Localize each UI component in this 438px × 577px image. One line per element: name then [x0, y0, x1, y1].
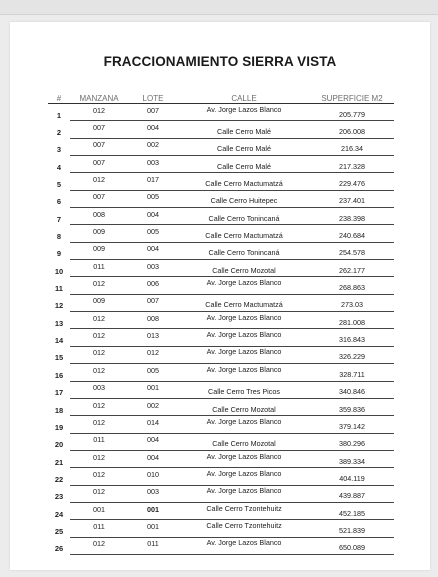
calle-cell: Calle Cerro Tres Picos: [208, 387, 280, 397]
document-page: [10, 22, 430, 570]
row-number: 24: [54, 509, 64, 519]
manzana-cell: 012: [93, 539, 105, 549]
header-lote: LOTE: [128, 92, 178, 104]
calle-cell: Calle Cerro Mozotal: [212, 265, 276, 275]
lote-cell: 004: [147, 435, 159, 445]
row-number: 19: [54, 422, 64, 432]
lote-cell: 007: [147, 105, 159, 115]
calle-cell: Av. Jorge Lazos Blanco: [206, 486, 282, 496]
superficie-cell: 328.711: [339, 369, 365, 379]
superficie-cell: 217.328: [339, 161, 365, 171]
calle-cell: Calle Cerro Tzontehuitz: [206, 520, 282, 530]
calle-cell: Calle Cerro Tonincaná: [208, 248, 280, 258]
superficie-cell: 379.142: [339, 421, 365, 431]
manzana-cell: 011: [93, 521, 105, 531]
superficie-cell: 268.863: [339, 283, 365, 293]
superficie-cell: 281.008: [339, 317, 365, 327]
lote-cell: 014: [147, 417, 159, 427]
manzana-cell: 012: [93, 487, 105, 497]
superficie-cell: 326.229: [339, 352, 365, 362]
calle-cell: Calle Cerro Mactumatzá: [205, 231, 283, 241]
calle-cell: Av. Jorge Lazos Blanco: [206, 451, 282, 461]
manzana-cell: 007: [93, 123, 105, 133]
row-number: 8: [56, 232, 62, 242]
superficie-cell: 316.843: [339, 335, 365, 345]
lote-cell: 002: [147, 400, 159, 410]
manzana-cell: 009: [93, 244, 105, 254]
calle-cell: Av. Jorge Lazos Blanco: [206, 416, 282, 426]
superficie-cell: 262.177: [339, 265, 365, 275]
superficie-cell: 237.401: [339, 196, 365, 206]
lote-cell: 011: [147, 539, 159, 549]
table-header-row: [48, 92, 394, 104]
row-number: 5: [56, 180, 62, 190]
table-row: [48, 173, 394, 190]
table-row: [48, 502, 394, 519]
lote-cell: 003: [147, 261, 159, 271]
manzana-cell: 011: [93, 261, 105, 271]
manzana-cell: 012: [93, 348, 105, 358]
table-row: [48, 520, 394, 537]
lote-cell: 001: [147, 521, 159, 531]
lote-cell: 004: [147, 209, 159, 219]
superficie-cell: 238.398: [339, 213, 365, 223]
row-number: 21: [54, 457, 64, 467]
manzana-cell: 012: [93, 105, 105, 115]
calle-cell: Calle Cerro Tzontehuitz: [206, 503, 282, 513]
row-number: 15: [54, 353, 64, 363]
table-row: [48, 138, 394, 155]
manzana-cell: 012: [93, 331, 105, 341]
manzana-cell: 011: [93, 435, 105, 445]
calle-cell: Av. Jorge Lazos Blanco: [206, 364, 282, 374]
superficie-cell: 254.578: [339, 248, 365, 258]
manzana-cell: 012: [93, 365, 105, 375]
calle-cell: Calle Cerro Mozotal: [212, 439, 276, 449]
superficie-cell: 216.34: [341, 144, 363, 154]
manzana-cell: 012: [93, 279, 105, 289]
lote-cell: 007: [147, 296, 159, 306]
superficie-cell: 521.839: [339, 525, 365, 535]
table-row: [48, 156, 394, 173]
header-calle: CALLE: [178, 92, 310, 104]
row-number: 16: [54, 370, 64, 380]
row-number: 1: [56, 110, 62, 120]
table-row: [48, 329, 394, 346]
lote-cell: 004: [147, 123, 159, 133]
lote-cell: 004: [147, 244, 159, 254]
table-row: [48, 190, 394, 207]
manzana-cell: 008: [93, 209, 105, 219]
superficie-cell: 439.887: [339, 491, 365, 501]
calle-cell: Calle Cerro Huitepec: [210, 196, 278, 206]
manzana-cell: 007: [93, 140, 105, 150]
header-manzana: MANZANA: [70, 92, 128, 104]
row-number: 3: [56, 145, 62, 155]
manzana-cell: 012: [93, 469, 105, 479]
table-row: [48, 104, 394, 121]
calle-cell: Av. Jorge Lazos Blanco: [206, 104, 282, 114]
lote-cell: 001: [147, 383, 159, 393]
row-number: 17: [54, 388, 64, 398]
superficie-cell: 206.008: [339, 127, 365, 137]
superficie-cell: 205.779: [339, 109, 365, 119]
calle-cell: Calle Cerro Tonincaná: [208, 213, 280, 223]
superficie-cell: 229.476: [339, 179, 365, 189]
lote-cell: 017: [147, 175, 159, 185]
manzana-cell: 012: [93, 417, 105, 427]
lote-cell: 006: [147, 279, 159, 289]
table-row: [48, 121, 394, 138]
table-row: [48, 450, 394, 467]
table-row: [48, 537, 394, 554]
calle-cell: Av. Jorge Lazos Blanco: [206, 278, 282, 288]
lote-cell: 003: [147, 487, 159, 497]
lote-cell: 008: [147, 313, 159, 323]
calle-cell: Av. Jorge Lazos Blanco: [206, 330, 282, 340]
superficie-cell: 389.334: [339, 456, 365, 466]
calle-cell: Av. Jorge Lazos Blanco: [206, 538, 282, 548]
manzana-cell: 007: [93, 157, 105, 167]
lote-cell: 005: [147, 192, 159, 202]
table-row: [48, 468, 394, 485]
lots-table: [48, 92, 394, 555]
calle-cell: Calle Cerro Malé: [217, 161, 271, 171]
lote-cell: 004: [147, 452, 159, 462]
calle-cell: Calle Cerro Malé: [217, 144, 271, 154]
top-toolbar-strip: [0, 0, 438, 15]
superficie-cell: 340.846: [339, 387, 365, 397]
row-number: 11: [55, 284, 63, 294]
lote-cell: 005: [147, 365, 159, 375]
calle-cell: Calle Cerro Mactumatzá: [205, 179, 283, 189]
row-number: 9: [56, 249, 62, 259]
superficie-cell: 380.296: [339, 439, 365, 449]
superficie-cell: 404.119: [339, 473, 365, 483]
calle-cell: Calle Cerro Mactumatzá: [205, 300, 283, 310]
row-number: 12: [54, 301, 64, 311]
row-number: 4: [56, 162, 62, 172]
row-number: 26: [54, 544, 64, 554]
row-number: 23: [54, 492, 64, 502]
row-number: 22: [54, 474, 64, 484]
table-row: [48, 312, 394, 329]
table-row: [48, 398, 394, 415]
lote-cell: 002: [147, 140, 159, 150]
superficie-cell: 650.089: [339, 543, 365, 553]
header-superficie: SUPERFICIE M2: [310, 92, 394, 104]
superficie-cell: 273.03: [341, 300, 363, 310]
document-title: FRACCIONAMIENTO SIERRA VISTA: [103, 54, 337, 69]
row-number: 7: [56, 214, 62, 224]
row-number: 18: [54, 405, 64, 415]
table-row: [48, 277, 394, 294]
table-row: [48, 433, 394, 450]
manzana-cell: 012: [93, 400, 105, 410]
table-row: [48, 260, 394, 277]
manzana-cell: 012: [93, 313, 105, 323]
table-row: [48, 208, 394, 225]
manzana-cell: 009: [93, 296, 105, 306]
table-row: [48, 225, 394, 242]
lote-cell: 005: [147, 227, 159, 237]
lote-cell: 003: [147, 157, 159, 167]
row-number: 25: [54, 526, 64, 536]
row-number: 6: [56, 197, 62, 207]
lote-cell: 012: [147, 348, 159, 358]
calle-cell: Av. Jorge Lazos Blanco: [206, 347, 282, 357]
superficie-cell: 240.684: [339, 231, 365, 241]
table-row: [48, 416, 394, 433]
table-row: [48, 242, 394, 259]
calle-cell: Av. Jorge Lazos Blanco: [206, 312, 282, 322]
calle-cell: Calle Cerro Mozotal: [212, 404, 276, 414]
row-number: 10: [54, 266, 64, 276]
manzana-cell: 007: [93, 192, 105, 202]
manzana-cell: 012: [93, 175, 105, 185]
row-number: 20: [54, 440, 64, 450]
calle-cell: Av. Jorge Lazos Blanco: [206, 468, 282, 478]
superficie-cell: 359.836: [339, 404, 365, 414]
table-body: [48, 104, 394, 555]
table-row: [48, 485, 394, 502]
table-row: [48, 381, 394, 398]
manzana-cell: 012: [93, 452, 105, 462]
manzana-cell: 003: [93, 383, 105, 393]
table-row: [48, 294, 394, 311]
lote-cell: 001: [147, 504, 159, 514]
table-row: [48, 346, 394, 363]
lote-cell: 013: [147, 331, 159, 341]
calle-cell: Calle Cerro Malé: [217, 127, 271, 137]
header-number: #: [48, 92, 70, 104]
row-number: 2: [56, 128, 62, 138]
row-number: 13: [54, 318, 64, 328]
superficie-cell: 452.185: [339, 508, 365, 518]
lote-cell: 010: [147, 469, 159, 479]
manzana-cell: 009: [93, 227, 105, 237]
table-row: [48, 364, 394, 381]
row-number: 14: [54, 336, 64, 346]
manzana-cell: 001: [93, 504, 105, 514]
